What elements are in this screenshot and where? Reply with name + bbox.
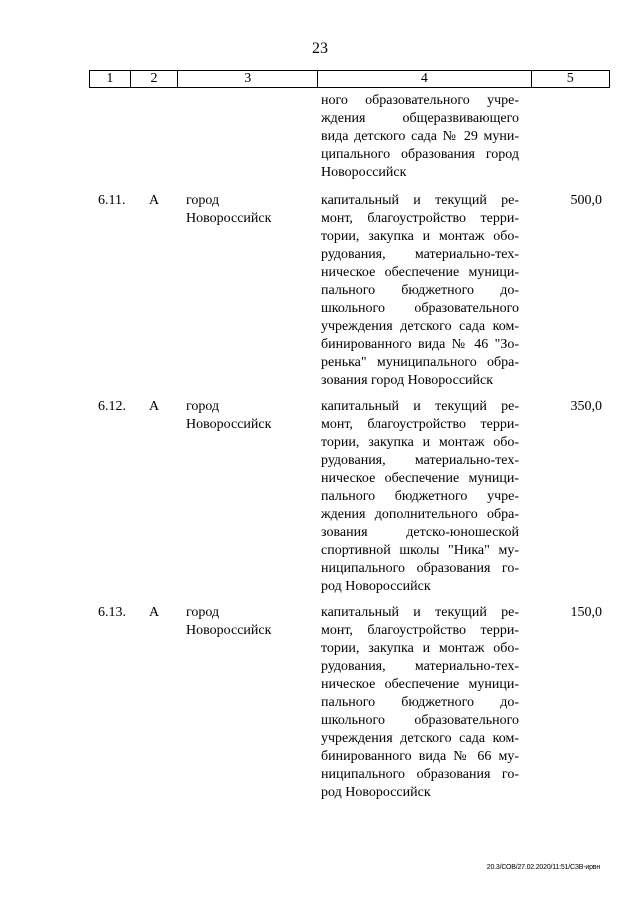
- place-name: город: [186, 605, 220, 620]
- description-cell: [321, 398, 519, 596]
- description-line: рудования, материально-тех-: [321, 453, 519, 468]
- column-header-1: 1: [90, 71, 131, 87]
- row-code: А: [149, 193, 160, 208]
- description-line: вида детского сада № 29 муни-: [321, 129, 519, 144]
- description-line: рудования, материально-тех-: [321, 659, 519, 674]
- description-cell: [321, 92, 519, 182]
- description-line: зования город Новороссийск: [321, 373, 494, 388]
- description-line: бинированного вида № 46 "Зо-: [321, 337, 519, 352]
- description-line: тории, закупка и монтаж обо-: [321, 229, 519, 244]
- amount-value: 150,0: [570, 605, 602, 620]
- description-line: пального бюджетного учре-: [321, 489, 519, 504]
- description-line: капитальный и текущий ре-: [321, 193, 519, 208]
- table-header-row: [89, 70, 610, 88]
- description-line: род Новороссийск: [321, 579, 431, 594]
- page-number: 23: [312, 40, 328, 57]
- description-line: ническое обеспечение муници-: [321, 265, 519, 280]
- description-line: ципального образования город: [321, 147, 519, 162]
- row-number: 6.12.: [98, 399, 126, 414]
- row-code: А: [149, 605, 160, 620]
- description-line: монт, благоустройство терри-: [321, 417, 519, 432]
- column-header-2: 2: [131, 71, 179, 87]
- description-line: тории, закупка и монтаж обо-: [321, 435, 519, 450]
- description-line: рудования, материально-тех-: [321, 247, 519, 262]
- place-name: город: [186, 193, 220, 208]
- description-line: учреждения детского сада ком-: [321, 319, 519, 334]
- description-line: ниципального образования го-: [321, 561, 519, 576]
- description-line: капитальный и текущий ре-: [321, 605, 519, 620]
- description-line: ного образовательного учре-: [321, 93, 519, 108]
- description-line: монт, благоустройство терри-: [321, 211, 519, 226]
- description-line: учреждения детского сада ком-: [321, 731, 519, 746]
- column-header-5: 5: [566, 71, 574, 86]
- description-line: школьного образовательного: [321, 301, 519, 316]
- description-line: школьного образовательного: [321, 713, 519, 728]
- footer-code: 20.3/СОВ/27.02.2020/11:51/СЗВ-ирвн: [486, 864, 600, 871]
- description-line: ждения общеразвивающего: [321, 111, 519, 126]
- description-line: род Новороссийск: [321, 785, 431, 800]
- amount-value: 350,0: [570, 399, 602, 414]
- description-line: бинированного вида № 66 му-: [321, 749, 519, 764]
- amount-value: 500,0: [570, 193, 602, 208]
- description-line: ждения дополнительного обра-: [321, 507, 519, 522]
- description-line: капитальный и текущий ре-: [321, 399, 519, 414]
- description-line: спортивной школы "Ника" му-: [321, 543, 519, 558]
- description-cell: [321, 192, 519, 390]
- place-name: Новороссийск: [186, 211, 272, 226]
- description-line: ренька" муниципального обра-: [321, 355, 519, 370]
- description-line: Новороссийск: [321, 165, 407, 180]
- column-header-4: 4: [318, 71, 531, 87]
- row-number: 6.13.: [98, 605, 126, 620]
- description-line: пального бюджетного до-: [321, 695, 519, 710]
- description-line: ническое обеспечение муници-: [321, 471, 519, 486]
- description-line: тории, закупка и монтаж обо-: [321, 641, 519, 656]
- description-line: ническое обеспечение муници-: [321, 677, 519, 692]
- description-line: пального бюджетного до-: [321, 283, 519, 298]
- place-name: Новороссийск: [186, 623, 272, 638]
- row-code: А: [149, 399, 160, 414]
- description-cell: [321, 604, 519, 802]
- description-line: монт, благоустройство терри-: [321, 623, 519, 638]
- place-name: город: [186, 399, 220, 414]
- description-line: зования детско-юношеской: [321, 525, 519, 540]
- row-number: 6.11.: [98, 193, 126, 208]
- column-header-3: 3: [178, 71, 318, 87]
- place-name: Новороссийск: [186, 417, 272, 432]
- description-line: ниципального образования го-: [321, 767, 519, 782]
